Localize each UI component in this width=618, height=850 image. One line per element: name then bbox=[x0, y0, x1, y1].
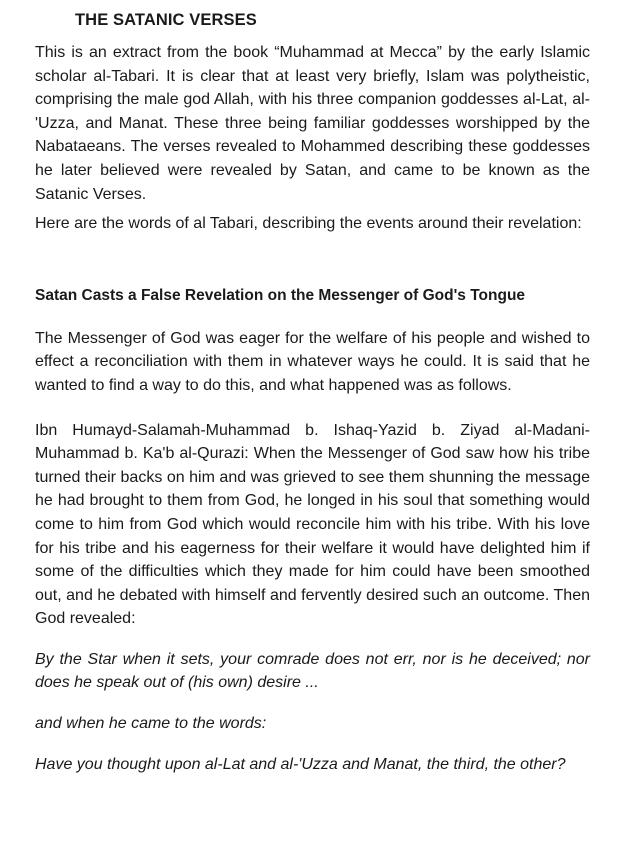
section-heading: Satan Casts a False Revelation on the Messenger of God's Tongue bbox=[35, 286, 526, 304]
page-title: THE SATANIC VERSES bbox=[75, 11, 257, 29]
intro-paragraph-2: Here are the words of al Tabari, describing the events around their revelation: bbox=[35, 215, 582, 233]
intro-paragraph: This is an extract from the book “Muhammad at Mecca” by the early Islamic scholar al-Tabari. It is clear that at least very briefly, Islam was polytheistic, comprising the male god Allah, with his three companion goddesses al-Lat, al-'Uzza, and Manat. These three being familiar goddesses worshipped by the Nabataeans. The verses revealed to Mohammed describing these goddesses he later believed were revealed by Satan, and came to be known as the Satanic Verses. bbox=[35, 44, 590, 203]
document-page bbox=[35, 8, 590, 776]
quote-transition: and when he came to the words: bbox=[35, 715, 267, 733]
body-paragraph-2: Ibn Humayd-Salamah-Muhammad b. Ishaq-Yazid b. Ziyad al-Madani-Muhammad b. Ka'b al-Qurazi: When the Messenger of God saw how his tribe turned their backs on him and was grieved to see them shunning the message he had brought to them from God, he longed in his soul that something would come to him from God which would reconcile him with his tribe. With his love for his tribe and his eagerness for their welfare it would have delighted him if some of the difficulties which they made for him could have been smoothed out, and he debated with himself and fervently desired such an outcome. Then God revealed: bbox=[35, 421, 590, 628]
body-paragraph-1: The Messenger of God was eager for the welfare of his people and wished to effect a reconciliation with them in whatever ways he could. It is said that he wanted to find a way to do this, and what happened was as follows. bbox=[35, 329, 590, 394]
quote-star-verse: By the Star when it sets, your comrade does not err, nor is he deceived; nor does he speak out of (his own) desire ... bbox=[35, 650, 590, 692]
quote-satanic-verse: Have you thought upon al-Lat and al-'Uzza and Manat, the third, the other? bbox=[35, 755, 566, 773]
